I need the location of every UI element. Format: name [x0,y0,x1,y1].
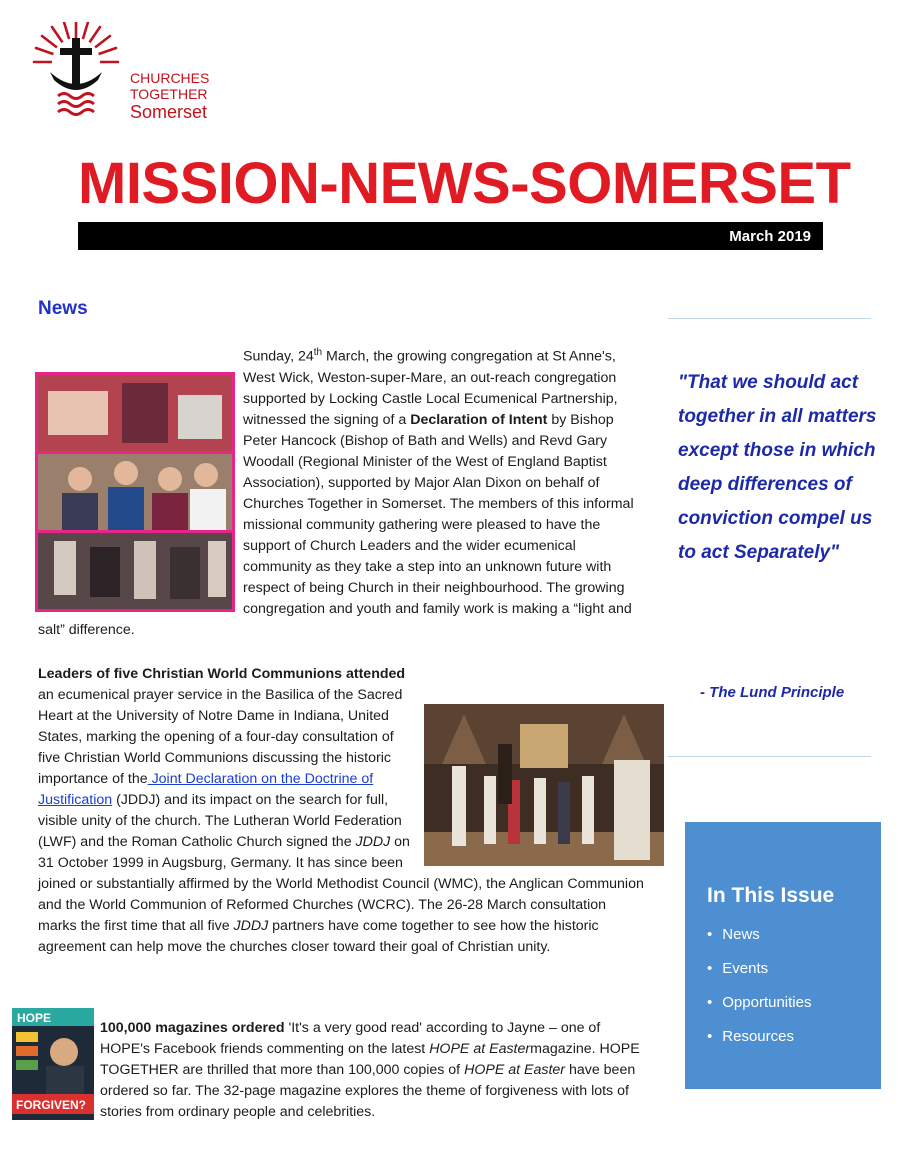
logo-text-somerset: Somerset [130,102,208,122]
issue-item-opportunities[interactable]: • Opportunities [707,992,811,1026]
magazine-title-text: HOPE [17,1011,52,1025]
logo-text-together: TOGETHER [130,86,208,102]
date-bar [78,222,823,250]
quote-attribution: - The Lund Principle [700,684,845,701]
logo-text-churches: CHURCHES [130,70,210,86]
issue-item-news[interactable]: • News [707,924,811,958]
ctis-logo [28,22,228,130]
jddj-link[interactable]: Joint Declaration on the Doctrine of Justification [38,771,374,808]
sidebar-divider-top [668,318,871,319]
basilica-service-photo [424,704,664,866]
in-this-issue-title: In This Issue [707,884,835,907]
hope-magazine-cover [12,1008,94,1120]
article-st-annes: Sunday, 24th March, the growing congregation at St Anne's, West Wick, Weston-super-Mare, an out-reach congregation supported by Locking Castle Local Ecumenical Partnership, witnessed the signing of a Declaration of Intent by Bishop Peter Hancock (Bishop of Bath and Wells) and Revd Gary Woodall (Regional Minister of the West of England Baptist Association), supported by Major Alan Dixon on behalf of Churches Together in Somerset. The members of this informal missional community gathering were pleased to have the support of Church Leaders and the wider ecumenical community as they take a step into an unknown future with respect of being Church in their neighbourhood. The growing congregation and youth and family work is making a “light and salt” difference. [38,342,646,641]
in-this-issue-box [685,822,881,1089]
issue-item-resources[interactable]: • Resources [707,1026,811,1060]
article-hope-magazines: 100,000 magazines ordered 'It's a very good read' according to Jayne – one of HOPE's Facebook friends commenting on the latest HOPE at Eastermagazine. HOPE TOGETHER are thrilled that more than 100,000 copies of HOPE at Easter have been ordered so far. The 32-page magazine explores the theme of forgiveness with lots of stories from ordinary people and celebrities. [100,1020,640,1120]
sidebar-divider-bottom [668,756,871,757]
magazine-headline-text: FORGIVEN? [16,1098,87,1112]
cross-sun-logo-icon [28,22,128,130]
st-annes-photo-collage [35,372,235,612]
news-heading: News [38,298,88,319]
basilica-image [424,704,664,866]
article-world-communions: Leaders of five Christian World Communions attended an ecumenical prayer service in the Basilica of the Sacred Heart at the University of Notre Dame in Indiana, United States, marking the opening of a four-day consultation of five Christian World Communions discussing the historic importance of the Joint Declaration on the Doctrine of Justification (JDDJ) and its impact on the search for full, visible unity of the church. The Lutheran World Federation (LWF) and the Roman Catholic Church signed the JDDJ on 31 October 1999 in Augsburg, Germany. It has since been joined or substantially affirmed by the World Methodist Council (WMC), the Anglican Communion and the World Communion of Reformed Churches (WCRC). The 26-28 March consultation marks the first time that all five JDDJ partners have come together to see how the historic agreement can help move the churches closer toward their goal of Christian unity. [38,664,646,958]
magazine-image [12,1008,94,1120]
collage-image [38,375,232,609]
issue-date: March 2019 [729,228,811,245]
issue-item-events[interactable]: • Events [707,958,811,992]
lund-principle-quote: "That we should act together in all matters except those in which deep differences of conviction compel us to act Separately" [678,372,877,563]
newsletter-title: MISSION-NEWS-SOMERSET [78,151,851,216]
in-this-issue-list [707,924,811,1060]
